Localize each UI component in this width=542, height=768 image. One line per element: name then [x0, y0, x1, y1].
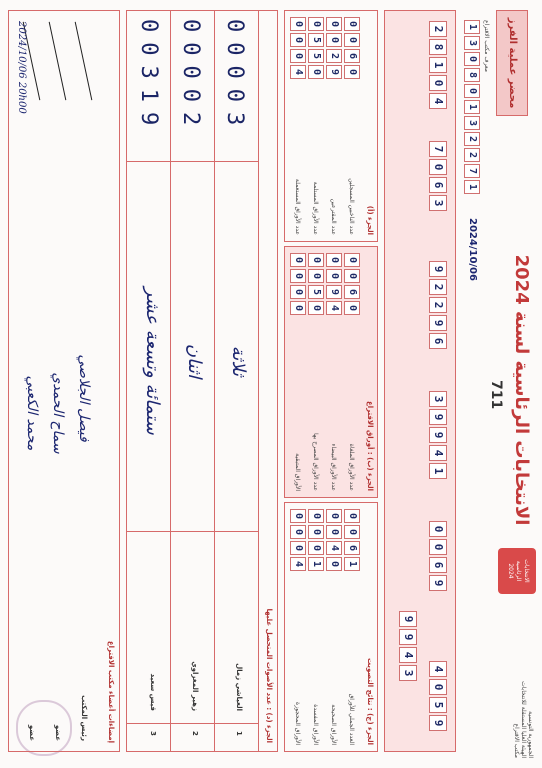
- signer-role: عضو: [54, 724, 62, 741]
- office-id-digit: 1: [464, 180, 480, 194]
- signer-role: عضو: [28, 724, 36, 741]
- section-c-box: [284, 502, 378, 752]
- count-digit: 9: [399, 629, 417, 645]
- section-c-row: [307, 509, 325, 745]
- office-id-digit: 2: [464, 148, 480, 162]
- count-row-6: [399, 611, 417, 681]
- digit-cell: 0: [344, 65, 360, 79]
- vote-digit: 9: [136, 112, 161, 136]
- row-label: عدد الأوراق البيضاء: [330, 443, 338, 491]
- row-label: الأوراق المحجوزة: [294, 702, 302, 745]
- office-id-digit: 3: [464, 116, 480, 130]
- section-a-row: [289, 17, 307, 235]
- election-logo: [498, 548, 536, 594]
- count-digit: 9: [399, 611, 417, 627]
- row-label: عدد الأوراق المستلمة: [312, 181, 320, 235]
- office-id-digit: 3: [464, 36, 480, 50]
- candidate-number: 1: [235, 731, 243, 736]
- section-b-row: [289, 253, 307, 491]
- office-id-digit: 7: [464, 164, 480, 178]
- office-id-digit: 2: [464, 132, 480, 146]
- count-row-1: [429, 21, 447, 109]
- count-digit: 0: [429, 539, 447, 555]
- vote-digit: 0: [136, 19, 161, 43]
- digit-cell: 0: [290, 509, 306, 523]
- digit-cell: 1: [344, 557, 360, 571]
- digit-cell: 6: [344, 285, 360, 299]
- digit-cell: 0: [344, 17, 360, 31]
- header-line-1: الجمهورية التونسية: [527, 711, 534, 758]
- candidate-votes-words: ستمائة وتسعة عشر: [142, 287, 163, 435]
- count-digit: 0: [429, 679, 447, 695]
- signer-name: فيصل الجلاصي: [76, 354, 92, 442]
- row-label: عدد الأوراق الملغاة: [348, 443, 356, 491]
- count-digit: 7: [429, 141, 447, 157]
- count-digit: 6: [429, 177, 447, 193]
- digit-cell: 9: [326, 65, 342, 79]
- office-id-label: معرف مكتب الاقتراع: [483, 20, 490, 73]
- digit-cell: 0: [326, 509, 342, 523]
- digit-cell: 6: [344, 49, 360, 63]
- digit-cell: 0: [290, 253, 306, 267]
- digit-cell: 0: [344, 301, 360, 315]
- digit-cell: 0: [308, 269, 324, 283]
- row-label: العدد الجملي للأوراق: [348, 693, 356, 745]
- candidate-row: [215, 11, 257, 751]
- candidate-number: 3: [149, 731, 157, 736]
- signer-role: رئيس المكتب: [80, 695, 88, 741]
- digit-cell: 0: [308, 253, 324, 267]
- signature-row: [45, 21, 71, 741]
- header-line-3: مكتب الاقتراع: [513, 723, 520, 758]
- digit-cell: 6: [344, 541, 360, 555]
- candidates-title: الجزء (د) : عدد الأصوات المتحصل عليها: [265, 608, 273, 743]
- section-b-row: [343, 253, 361, 491]
- row-label: عدد الناخبين المسجلين: [348, 178, 356, 235]
- digit-cell: 0: [290, 541, 306, 555]
- signature-mark: [75, 22, 93, 100]
- candidate-row: [129, 11, 169, 751]
- signature-row: [71, 21, 97, 741]
- count-digit: 9: [429, 315, 447, 331]
- vote-digit: 0: [178, 88, 203, 112]
- logo-line-1: الانتخابات: [523, 559, 530, 583]
- digit-cell: 0: [290, 49, 306, 63]
- footer-time: 20h00: [16, 81, 27, 114]
- count-digit: 0: [429, 75, 447, 91]
- section-c-row: [289, 509, 307, 745]
- count-row-3: [429, 261, 447, 349]
- count-digit: 3: [399, 665, 417, 681]
- report-type-title: محضر عملية الفرز: [507, 17, 518, 109]
- digit-cell: 0: [326, 17, 342, 31]
- signatures-title: إمضاءات أعضاء مكتب الاقتراع: [107, 640, 115, 743]
- office-id-digit: 1: [464, 100, 480, 114]
- candidate-votes-digits: [222, 19, 247, 135]
- digit-cell: 0: [290, 17, 306, 31]
- vote-digit: 0: [136, 42, 161, 66]
- signature-mark: [49, 22, 67, 100]
- header-line-2: الهيئة العليا المستقلة للانتخابات: [520, 681, 527, 758]
- digit-cell: 0: [290, 285, 306, 299]
- vote-digit: 0: [222, 65, 247, 89]
- vote-digit: 0: [178, 65, 203, 89]
- digit-cell: 5: [308, 33, 324, 47]
- section-c-title: الجزء (ج) : نتائج التصويت: [366, 658, 374, 745]
- section-c-row: [325, 509, 343, 745]
- digit-cell: 0: [344, 525, 360, 539]
- digit-cell: 4: [290, 65, 306, 79]
- digit-cell: 0: [308, 525, 324, 539]
- section-b-row: [325, 253, 343, 491]
- vote-digit: 0: [222, 19, 247, 43]
- digit-cell: 0: [308, 509, 324, 523]
- digit-cell: 0: [290, 33, 306, 47]
- row-label: عدد الأوراق المصرح بها: [312, 433, 320, 491]
- digit-cell: 4: [290, 557, 306, 571]
- digit-cell: 0: [308, 65, 324, 79]
- candidate-votes-words: اثنان: [184, 343, 205, 379]
- count-row-7: [429, 661, 447, 731]
- row-label: الأوراق الصحيحة: [330, 704, 338, 745]
- office-id-digit: 0: [464, 52, 480, 66]
- header-org-lines: [513, 668, 534, 758]
- top-counts-band: [384, 10, 456, 752]
- count-digit: 2: [429, 297, 447, 313]
- office-id-cells: [464, 20, 480, 194]
- count-digit: 2: [429, 279, 447, 295]
- count-digit: 4: [429, 661, 447, 677]
- footer-datetime: [16, 21, 27, 114]
- digit-cell: 2: [326, 49, 342, 63]
- row-label: الأوراق المتبقية: [294, 453, 302, 491]
- count-digit: 9: [429, 409, 447, 425]
- vote-digit: 0: [222, 88, 247, 112]
- count-digit: 3: [429, 195, 447, 211]
- row-label: عدد الأوراق المستعملة: [294, 178, 302, 235]
- count-digit: 3: [429, 391, 447, 407]
- candidate-votes-words: ثلاثة: [228, 345, 249, 377]
- count-digit: 2: [429, 21, 447, 37]
- report-date: 2024/10/06: [467, 218, 478, 281]
- footer-date: 2024/10/06: [16, 21, 27, 79]
- digit-cell: 0: [290, 525, 306, 539]
- digit-cell: 0: [344, 509, 360, 523]
- digit-cell: 0: [290, 269, 306, 283]
- count-digit: 6: [429, 333, 447, 349]
- digit-cell: 0: [326, 33, 342, 47]
- digit-cell: 0: [344, 269, 360, 283]
- office-id-digit: 0: [464, 84, 480, 98]
- digit-cell: 9: [326, 285, 342, 299]
- row-label: الأوراق المفسدة: [312, 704, 320, 745]
- row-label: عدد المقترعين: [330, 198, 338, 235]
- vote-digit: 3: [136, 65, 161, 89]
- count-row-5: [429, 521, 447, 591]
- count-digit: 0: [429, 521, 447, 537]
- vote-digit: 0: [178, 19, 203, 43]
- count-digit: 1: [429, 463, 447, 479]
- count-digit: 5: [429, 697, 447, 713]
- candidate-votes-digits: [136, 19, 161, 135]
- digit-cell: 0: [326, 253, 342, 267]
- section-a-title: الجزء (أ): [366, 205, 374, 235]
- section-c-rows: [289, 509, 361, 745]
- digit-cell: 0: [308, 17, 324, 31]
- count-row-4: [429, 391, 447, 479]
- digit-cell: 0: [308, 541, 324, 555]
- header-title: الانتخابات الرئاسية لسنة 2024: [511, 254, 532, 526]
- signature-rows: [19, 21, 97, 741]
- count-digit: 4: [429, 93, 447, 109]
- candidates-table: [126, 10, 278, 752]
- section-b-row: [307, 253, 325, 491]
- section-b-box: [284, 246, 378, 498]
- page-code: 711: [488, 380, 504, 410]
- candidate-votes-digits: [178, 19, 203, 135]
- office-id-digit: 1: [464, 20, 480, 34]
- signature-row: [19, 21, 45, 741]
- signatures-box: [8, 10, 120, 752]
- digit-cell: 0: [344, 33, 360, 47]
- digit-cell: 0: [290, 301, 306, 315]
- count-digit: 1: [429, 57, 447, 73]
- candidate-row: [171, 11, 213, 751]
- candidate-name: قيس سعيد: [149, 673, 157, 711]
- section-b-rows: [289, 253, 361, 491]
- vote-digit: 2: [178, 112, 203, 136]
- section-a-row: [307, 17, 325, 235]
- digit-cell: 1: [308, 557, 324, 571]
- candidate-number: 2: [191, 731, 199, 736]
- digit-cell: 0: [326, 525, 342, 539]
- candidate-rows: [129, 11, 257, 751]
- count-digit: 9: [429, 715, 447, 731]
- digit-cell: 5: [308, 49, 324, 63]
- logo-line-2: الرئاسية: [515, 560, 522, 582]
- digit-cell: 5: [308, 285, 324, 299]
- count-digit: 9: [429, 427, 447, 443]
- section-a-rows: [289, 17, 361, 235]
- section-c-row: [343, 509, 361, 745]
- signer-name: سماح الحمدي: [50, 372, 66, 454]
- section-a-row: [343, 17, 361, 235]
- count-digit: 4: [429, 445, 447, 461]
- digit-cell: 0: [308, 301, 324, 315]
- count-digit: 9: [429, 261, 447, 277]
- digit-cell: 4: [326, 541, 342, 555]
- count-digit: 4: [399, 647, 417, 663]
- vote-digit: 0: [178, 42, 203, 66]
- candidate-name: زهير المغزاوي: [191, 661, 199, 711]
- vote-digit: 1: [136, 88, 161, 112]
- vote-digit: 3: [222, 112, 247, 136]
- digit-cell: 0: [326, 269, 342, 283]
- digit-cell: 0: [326, 557, 342, 571]
- count-digit: 6: [429, 557, 447, 573]
- logo-line-3: 2024: [507, 563, 514, 579]
- office-id-digit: 8: [464, 68, 480, 82]
- section-a-box: [284, 10, 378, 242]
- count-digit: 8: [429, 39, 447, 55]
- report-type-box: [496, 10, 528, 116]
- section-a-row: [325, 17, 343, 235]
- section-b-title: الجزء (ب) : أوراق الاقتراع: [366, 400, 374, 491]
- candidate-name: العياشي زمال: [235, 663, 243, 711]
- digit-cell: 0: [344, 253, 360, 267]
- signer-name: محمد الكعبي: [24, 375, 40, 451]
- count-row-2: [429, 141, 447, 211]
- digit-cell: 4: [326, 301, 342, 315]
- vote-digit: 0: [222, 42, 247, 66]
- count-digit: 0: [429, 159, 447, 175]
- count-digit: 9: [429, 575, 447, 591]
- table-divider: [258, 11, 259, 751]
